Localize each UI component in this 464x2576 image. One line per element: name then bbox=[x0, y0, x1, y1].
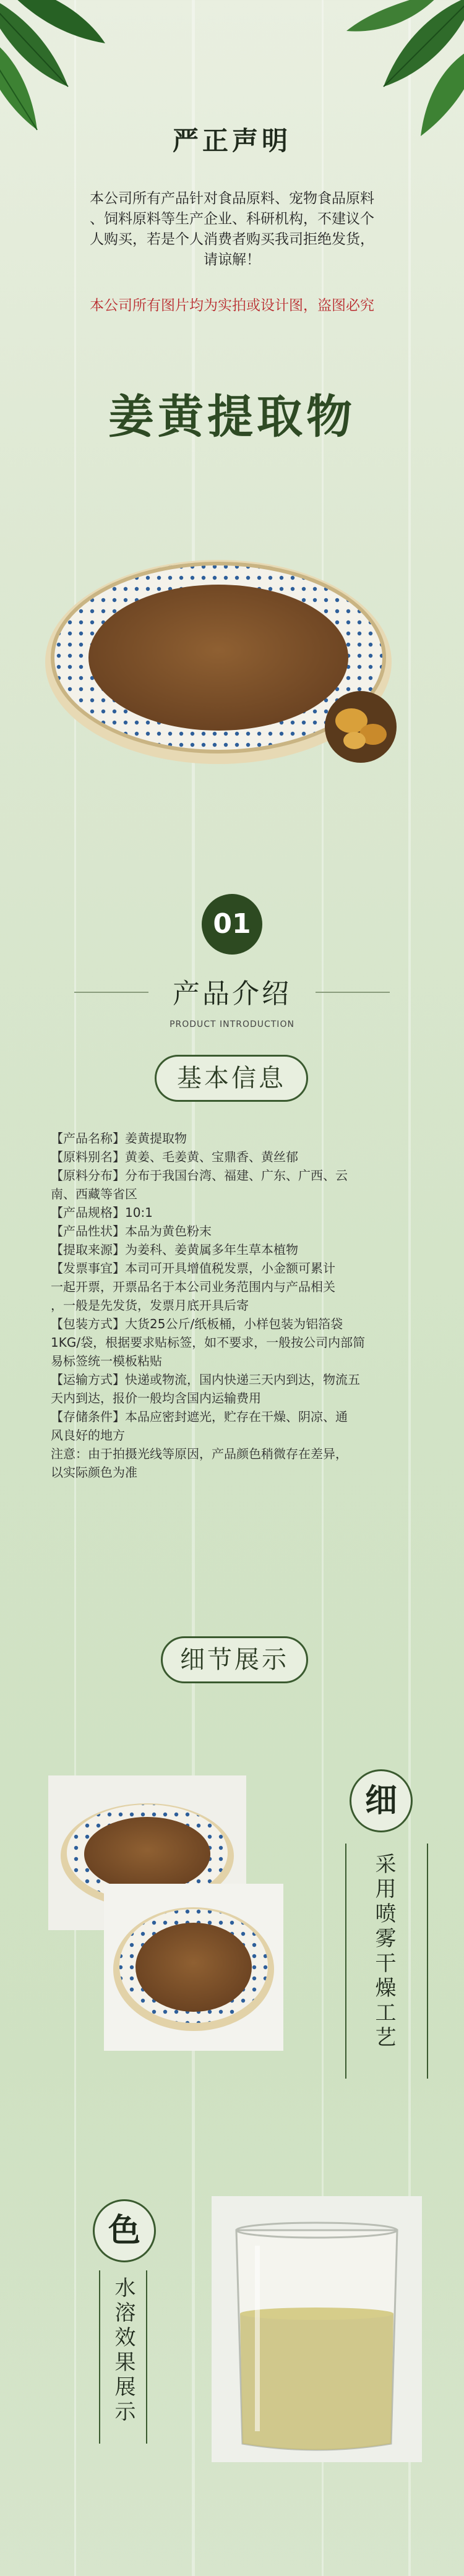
basic-info-line: 【提取来源】为姜科、姜黄属多年生草本植物 bbox=[51, 1242, 298, 1257]
basic-info-line: 1KG/袋，根据要求贴标签，如不要求，一般按公司内部简 bbox=[51, 1335, 366, 1350]
basic-info-line: 【原料别名】黄姜、毛姜黄、宝鼎香、黄丝郁 bbox=[51, 1149, 298, 1164]
detail-char-badge-2: 色 bbox=[93, 2199, 156, 2262]
basic-info-line: 一起开票，开票品名于本公司业务范围内与产品相关 bbox=[51, 1279, 335, 1294]
detail-char-badge-1: 细 bbox=[350, 1769, 413, 1832]
notice-line: 本公司所有产品针对食品原料、宠物食品原料 bbox=[90, 191, 374, 207]
basic-info-line: 【原料分布】分布于我国台湾、福建、广东、广西、云 bbox=[51, 1168, 348, 1183]
detail-label: 细节展示 bbox=[161, 1636, 308, 1683]
notice-line: 请谅解！ bbox=[204, 252, 260, 268]
product-title: 姜黄提取物 bbox=[108, 390, 356, 444]
detail-vertical-line-3 bbox=[99, 2270, 100, 2444]
basic-info-label: 基本信息 bbox=[155, 1055, 308, 1102]
detail-vertical-line-4 bbox=[146, 2270, 147, 2444]
notice-body bbox=[65, 189, 399, 270]
detail-vertical-line-1 bbox=[345, 1844, 346, 2079]
detail-photo-bowl-2 bbox=[104, 1884, 283, 2051]
detail-vertical-line-2 bbox=[427, 1844, 428, 2079]
basic-info-line: 【存储条件】本品应密封遮光，贮存在干燥、阴凉、通 bbox=[51, 1409, 348, 1424]
detail-vertical-text-2: 水溶效果展示 bbox=[111, 2277, 135, 2425]
basic-info-line: 【运输方式】快递或物流，国内快递三天内到达，物流五 bbox=[51, 1372, 360, 1387]
section-subtitle: PRODUCT INTRODUCTION bbox=[170, 1020, 294, 1029]
basic-info-line: 南、西藏等省区 bbox=[51, 1187, 137, 1201]
powder-bowl-image bbox=[42, 517, 404, 789]
notice-line: 、饲料原料等生产企业、科研机构，不建议个 bbox=[90, 211, 374, 227]
notice-line: 人购买，若是个人消费者购买我司拒绝发货， bbox=[90, 231, 374, 247]
basic-info-line: 注意：由于拍摄光线等原因，产品颜色稍微存在差异， bbox=[51, 1446, 348, 1461]
notice-title: 严正声明 bbox=[172, 126, 291, 156]
basic-info-line: 【包装方式】大货25公斤/纸板桶，小样包装为铝箔袋 bbox=[51, 1316, 343, 1331]
turmeric-root-image bbox=[325, 691, 397, 763]
basic-info-line: 易标签统一模板粘贴 bbox=[51, 1354, 162, 1368]
detail-vertical-text-1: 采用喷雾干燥工艺 bbox=[371, 1853, 396, 2051]
basic-info-text bbox=[51, 1129, 422, 1482]
basic-info-line: 【产品规格】10:1 bbox=[51, 1205, 153, 1220]
basic-info-line: 【产品性状】本品为黄色粉末 bbox=[51, 1224, 212, 1239]
basic-info-line: ，一般是先发货，发票月底开具后寄 bbox=[51, 1298, 249, 1313]
basic-info-line: 天内到达，报价一般均含国内运输费用 bbox=[51, 1391, 261, 1406]
section-title: 产品介绍 bbox=[173, 978, 291, 1010]
basic-info-line: 以实际颜色为准 bbox=[51, 1465, 137, 1480]
basic-info-line: 风良好的地方 bbox=[51, 1428, 125, 1443]
beaker-solution-image bbox=[212, 2196, 422, 2462]
copyright-warning: 本公司所有图片均为实拍或设计图，盗图必究 bbox=[90, 298, 374, 314]
basic-info-line: 【发票事宜】本司可开具增值税发票，小金额可累计 bbox=[51, 1261, 335, 1276]
basic-info-line: 【产品名称】姜黄提取物 bbox=[51, 1131, 187, 1146]
section-number-badge: 01 bbox=[202, 894, 262, 955]
